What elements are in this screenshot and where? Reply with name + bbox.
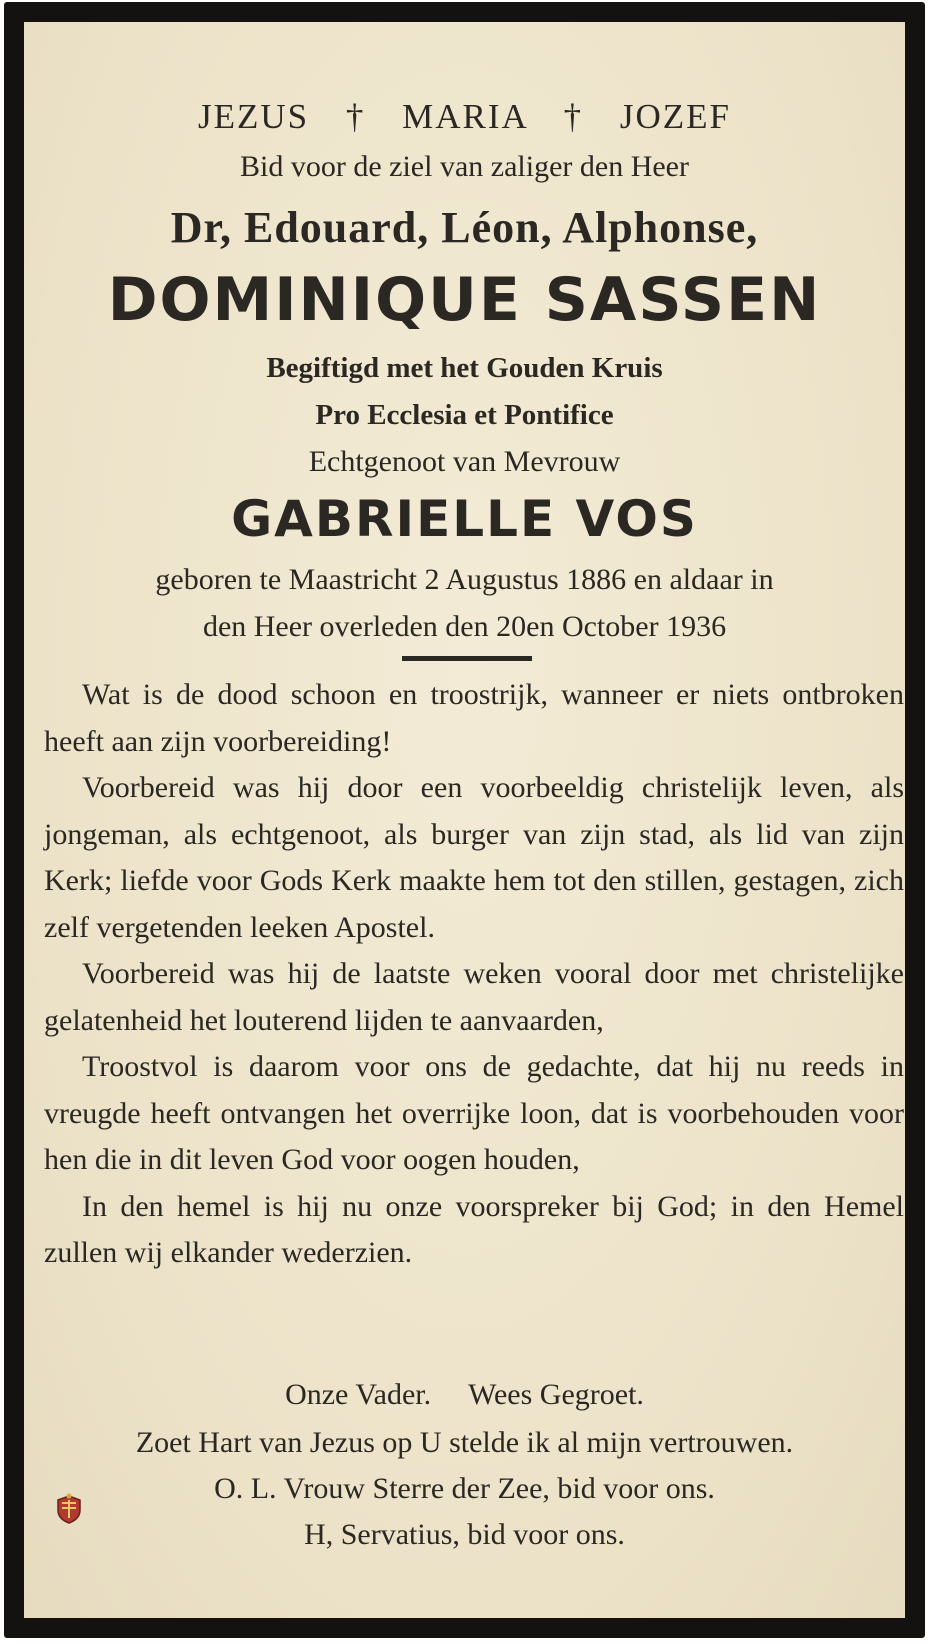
prayer-intro: Bid voor de ziel van zaliger den Heer bbox=[240, 150, 689, 183]
divider-rule bbox=[402, 656, 532, 661]
given-names: Dr, Edouard, Léon, Alphonse, bbox=[170, 203, 759, 252]
header-jezus: JEZUS bbox=[198, 97, 310, 136]
birth-line-1: geboren te Maastricht 2 Augustus 1886 en aldaar in bbox=[155, 563, 774, 596]
birth-line-2: den Heer overleden den 20en October 1936 bbox=[202, 610, 727, 643]
surname: DOMINIQUE SASSEN bbox=[107, 265, 822, 335]
closing-prayers: Onze Vader. Wees Gegroet. bbox=[285, 1378, 644, 1411]
header-line bbox=[24, 97, 905, 137]
header-maria: MARIA bbox=[402, 97, 527, 136]
closing-invocation-1: Zoet Hart van Jezus op U stelde ik al mijn vertrouwen. bbox=[135, 1426, 794, 1459]
honor-line-1: Begiftigd met het Gouden Kruis bbox=[266, 352, 663, 384]
cross-icon: † bbox=[345, 97, 366, 136]
honor-line-2: Pro Ecclesia et Pontifice bbox=[315, 399, 614, 431]
paragraph: Voorbereid was hij de laatste weken vooral door met christelijke gelatenheid het louterend lijden te aanvaarden, bbox=[44, 957, 904, 1037]
coat-of-arms-icon bbox=[52, 1492, 86, 1526]
memorial-card bbox=[4, 2, 925, 1638]
paragraph: Voorbereid was hij door een voorbeeldig christelijk leven, als jongeman, als echtgenoot, als burger van zijn stad, als lid van zijn Kerk; liefde voor Gods Kerk maakte hem tot den stillen, gestagen, zich zelf vergetenden leeken Apostel. bbox=[44, 771, 904, 944]
paragraph: Wat is de dood schoon en troostrijk, wanneer er niets ontbroken heeft aan zijn voorbereiding! bbox=[44, 678, 904, 758]
paragraph: Troostvol is daarom voor ons de gedachte, dat hij nu reeds in vreugde heeft ontvangen het overrijke loon, dat is voorbehouden voor hen die in dit leven God voor oogen houden, bbox=[44, 1050, 904, 1176]
cross-icon: † bbox=[563, 97, 584, 136]
closing-invocation-3: H, Servatius, bid voor ons. bbox=[304, 1518, 625, 1551]
spouse-name: GABRIELLE VOS bbox=[231, 490, 698, 548]
body-text bbox=[44, 672, 904, 1277]
header-jozef: JOZEF bbox=[619, 97, 731, 136]
closing-invocation-2: O. L. Vrouw Sterre der Zee, bid voor ons. bbox=[214, 1472, 715, 1505]
paragraph: In den hemel is hij nu onze voorspreker bij God; in den Hemel zullen wij elkander wederzien. bbox=[44, 1189, 904, 1269]
spouse-intro: Echtgenoot van Mevrouw bbox=[308, 445, 621, 478]
